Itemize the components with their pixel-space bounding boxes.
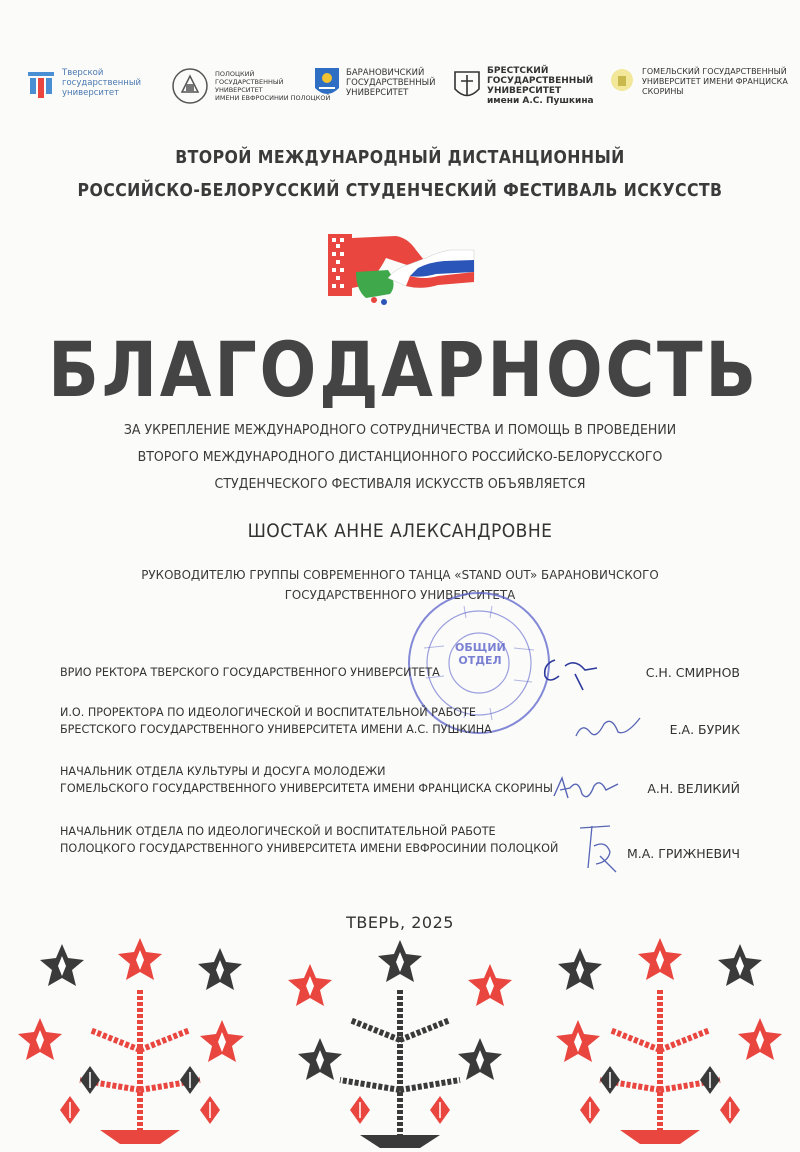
recipient-position [77, 565, 723, 605]
reason-line-1: ЗА УКРЕПЛЕНИЕ МЕЖДУНАРОДНОГО СОТРУДНИЧЕСТВА И ПОМОЩЬ В ПРОВЕДЕНИИ [123, 422, 677, 438]
logo-polotsk [170, 66, 330, 106]
signature-smirnov-icon [535, 646, 605, 696]
logo-tver [24, 66, 141, 100]
signatory-name: М.А. ГРИЖНЕВИЧ [626, 846, 740, 861]
handshake-emblem-icon [326, 228, 476, 308]
document-title: БЛАГОДАРНОСТЬ [48, 325, 759, 414]
signatory-role: НАЧАЛЬНИК ОТДЕЛА ПО ИДЕОЛОГИЧЕСКОЙ И ВОСПИТАТЕЛЬНОЙ РАБОТЕ ПОЛОЦКОГО ГОСУДАРСТВЕННОГО УНИВЕРСИТЕТА ИМЕНИ ЕВФРОСИНИИ ПОЛОЦКОЙ [60, 825, 559, 855]
signatory-name: А.Н. ВЕЛИКИЙ [647, 781, 740, 796]
signature-row-1 [60, 664, 740, 684]
festival-title-line-1: ВТОРОЙ МЕЖДУНАРОДНЫЙ ДИСТАНЦИОННЫЙ [175, 148, 625, 168]
ornament-center [288, 940, 512, 1148]
logo-gomel [608, 66, 788, 98]
polotsk-university-icon [170, 66, 210, 106]
signature-row-4 [60, 823, 740, 861]
reason-line-2: ВТОРОГО МЕЖДУНАРОДНОГО ДИСТАНЦИОННОГО РОССИЙСКО-БЕЛОРУССКОГО [137, 449, 663, 465]
position-line-1: РУКОВОДИТЕЛЮ ГРУППЫ СОВРЕМЕННОГО ТАНЦА «STAND OUT» БАРАНОВИЧСКОГО [141, 567, 659, 582]
ornament-left [18, 938, 244, 1144]
logo-brest-text: БРЕСТСКИЙ ГОСУДАРСТВЕННЫЙ УНИВЕРСИТЕТ имени А.С. Пушкина [487, 66, 594, 106]
stamp-center-text: ОБЩИЙ ОТДЕЛ [455, 641, 506, 667]
brest-university-icon [452, 69, 482, 103]
tver-university-icon [24, 66, 58, 100]
logo-baranovichi [313, 66, 436, 100]
signatory-role: НАЧАЛЬНИК ОТДЕЛА КУЛЬТУРЫ И ДОСУГА МОЛОДЕЖИ ГОМЕЛЬСКОГО ГОСУДАРСТВЕННОГО УНИВЕРСИТЕТА ИМЕНИ ФРАНЦИСКА СКОРИНЫ [60, 765, 553, 795]
logo-tver-text: Тверской государственный университет [62, 68, 142, 98]
festival-title-line-2: РОССИЙСКО-БЕЛОРУССКИЙ СТУДЕНЧЕСКИЙ ФЕСТИВАЛЬ ИСКУССТВ [77, 181, 723, 201]
signature-burik-icon [568, 706, 648, 750]
embroidery-ornament [0, 930, 800, 1152]
reason-line-3: СТУДЕНЧЕСКОГО ФЕСТИВАЛЯ ИСКУССТВ ОБЪЯВЛЯЕТСЯ [214, 476, 586, 492]
city-year: ТВЕРЬ, 2025 [346, 913, 454, 932]
signatory-role: ВРИО РЕКТОРА ТВЕРСКОГО ГОСУДАРСТВЕННОГО УНИВЕРСИТЕТА [60, 666, 440, 679]
ornament-right [556, 938, 782, 1144]
logo-polotsk-text: ПОЛОЦКИЙ ГОСУДАРСТВЕННЫЙ УНИВЕРСИТЕТ ИМЕНИ ЕВФРОСИНИИ ПОЛОЦКОЙ [215, 70, 331, 102]
signatory-role: И.О. ПРОРЕКТОРА ПО ИДЕОЛОГИЧЕСКОЙ И ВОСПИТАТЕЛЬНОЙ РАБОТЕ БРЕСТСКОГО ГОСУДАРСТВЕННОГО УНИВЕРСИТЕТА ИМЕНИ А.С. ПУШКИНА [60, 706, 492, 736]
logo-gomel-text: ГОМЕЛЬСКИЙ ГОСУДАРСТВЕННЫЙ УНИВЕРСИТЕТ ИМЕНИ ФРАНЦИСКА СКОРИНЫ [642, 67, 788, 96]
position-line-2: ГОСУДАРСТВЕННОГО УНИВЕРСИТЕТА [284, 587, 516, 602]
logo-baranovichi-text: БАРАНОВИЧСКИЙ ГОСУДАРСТВЕННЫЙ УНИВЕРСИТЕТ [346, 68, 436, 98]
gomel-university-icon [608, 66, 636, 98]
signature-grizhnevich-icon [570, 816, 630, 878]
signatory-name: С.Н. СМИРНОВ [645, 665, 740, 680]
recipient-name: ШОСТАК АННЕ АЛЕКСАНДРОВНЕ [247, 520, 553, 542]
reason-text [84, 417, 716, 498]
signature-velikiy-icon [548, 768, 628, 808]
signatory-name: Е.А. БУРИК [669, 722, 740, 737]
logo-brest [452, 66, 594, 106]
baranovichi-university-icon [313, 66, 341, 100]
signature-row-3 [60, 763, 740, 797]
